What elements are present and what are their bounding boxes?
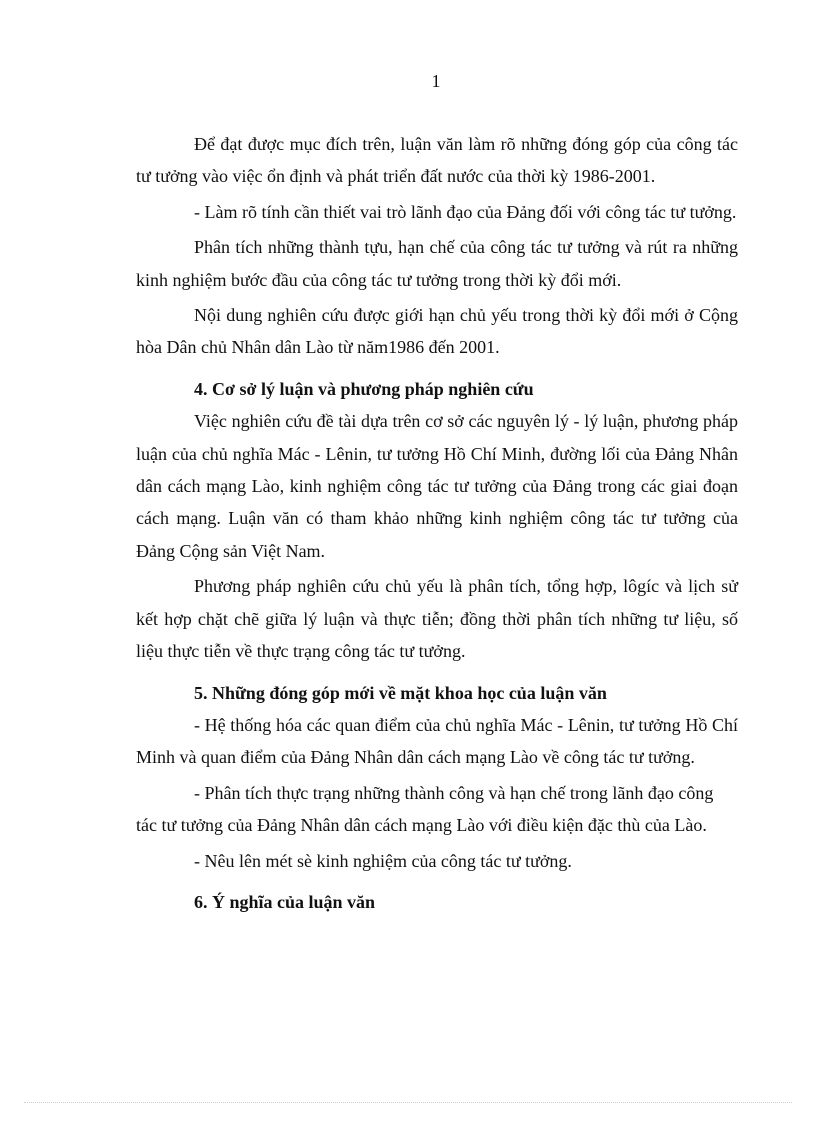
paragraph-methods: Phương pháp nghiên cứu chủ yếu là phân tích, tổng hợp, lôgíc và lịch sử kết hợp chặt chẽ giữa lý luận và thực tiễn; đồng thời phân tích những tư liệu, số liệu thực tiễn về thực trạng công tác tư tưởng. [136,576,738,662]
document-body [136,128,738,918]
paragraph-contribution-1: - Hệ thống hóa các quan điểm của chủ nghĩa Mác - Lênin, tư tưởng Hồ Chí Minh và quan điểm của Đảng Nhân dân cách mạng Lào về công tác tư tưởng. [136,714,738,768]
paragraph-scope: Nội dung nghiên cứu được giới hạn chủ yếu trong thời kỳ đổi mới ở Cộng hòa Dân chủ Nhân dân Lào từ năm1986 đến 2001. [136,305,738,358]
page-number: 1 [431,71,441,91]
paragraph-contribution-2: - Phân tích thực trạng những thành công và hạn chế trong lãnh đạo công tác tư tưởng của Đảng Nhân dân cách mạng Lào với điều kiện đặc thù của Lào. [136,782,714,836]
paragraph-theoretical-basis: Việc nghiên cứu đề tài dựa trên cơ sở các nguyên lý - lý luận, phương pháp luận của chủ nghĩa Mác - Lênin, tư tưởng Hồ Chí Minh, đường lối của Đảng Nhân dân cách mạng Lào, kinh nghiệm công tác tư tưởng của Đảng trong các giai đoạn cách mạng. Luận văn có tham khảo những kinh nghiệm công tác tư tưởng của Đảng Cộng sản Việt Nam. [136,411,738,561]
paragraph-achievements: Phân tích những thành tựu, hạn chế của công tác tư tưởng và rút ra những kinh nghiệm bước đầu của công tác tư tưởng trong thời kỳ đổi mới. [136,237,738,290]
page-bottom-divider [24,1102,792,1103]
section-heading-5: 5. Những đóng góp mới về mặt khoa học của luận văn [194,682,607,703]
section-heading-4: 4. Cơ sở lý luận và phương pháp nghiên cứu [194,378,534,399]
paragraph-contribution-3: - Nêu lên mét sè kinh nghiệm của công tác tư tưởng. [194,850,572,871]
paragraph-purpose: Để đạt được mục đích trên, luận văn làm rõ những đóng góp của công tác tư tưởng vào việc ổn định và phát triển đất nước của thời kỳ 1986-2001. [136,134,738,187]
paragraph-party-role: - Làm rõ tính cần thiết vai trò lãnh đạo của Đảng đối với công tác tư tưởng. [194,201,737,222]
section-heading-6: 6. Ý nghĩa của luận văn [194,891,376,912]
